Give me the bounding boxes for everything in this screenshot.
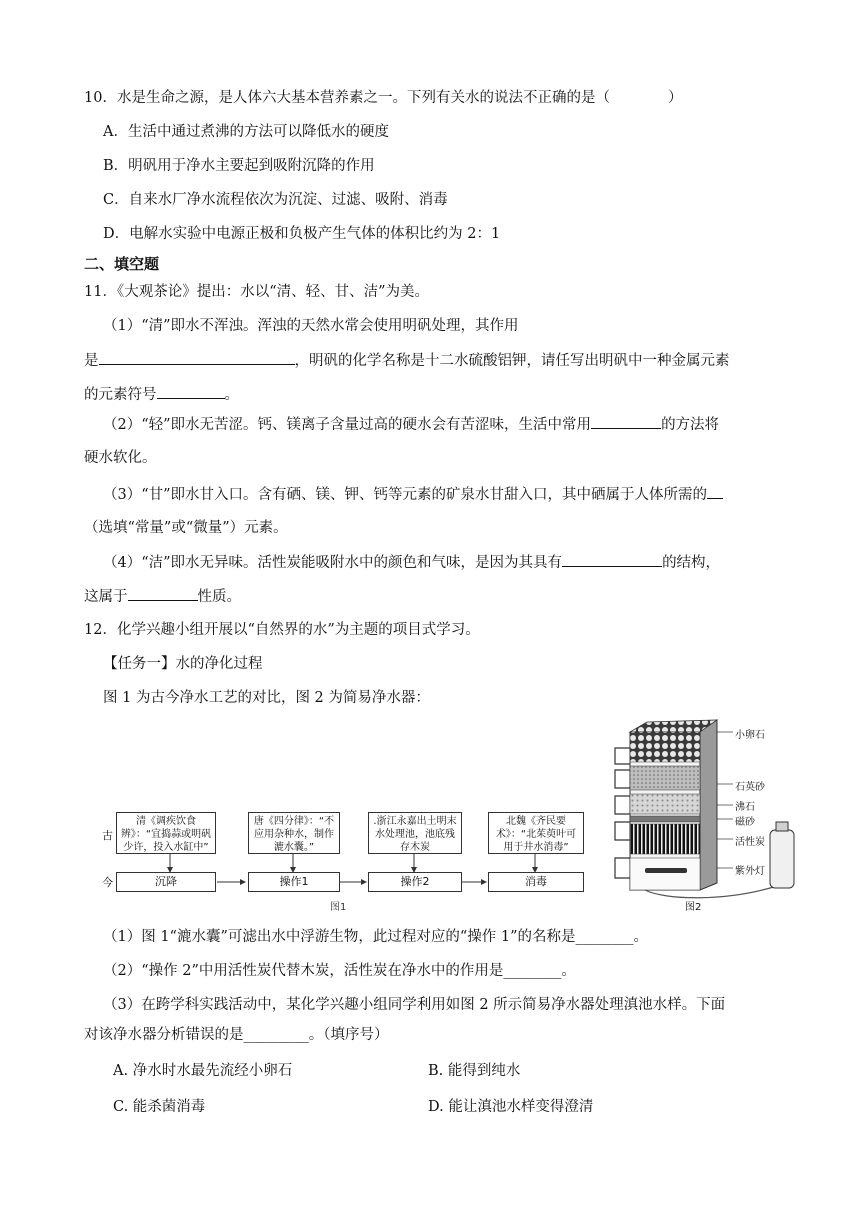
activated-carbon-layer bbox=[630, 824, 700, 854]
q10-option-c: C．自来水厂净水流程依次为沉淀、过滤、吸附、消毒 bbox=[103, 192, 448, 208]
q12-part1: （1）图 1“漉水囊”可滤出水中浮游生物，此过程对应的“操作 1”的名称是________。 bbox=[103, 929, 649, 945]
handle bbox=[615, 796, 630, 814]
q11-stem: 11．《大观茶论》提出：水以“清、轻、甘、洁”为美。 bbox=[84, 284, 430, 300]
label-magnetite: 磁砂 bbox=[735, 817, 755, 828]
label-pebbles: 小卵石 bbox=[735, 730, 765, 741]
answer-blank[interactable] bbox=[128, 586, 198, 601]
modern-step: 操作2 bbox=[368, 872, 462, 892]
label-uv-lamp: 紫外灯 bbox=[735, 866, 765, 877]
answer-blank[interactable] bbox=[99, 350, 295, 365]
choice-d[interactable]: D. 能让滇池水样变得澄清 bbox=[428, 1099, 594, 1115]
figure-2-caption: 图2 bbox=[685, 902, 702, 913]
handle bbox=[615, 858, 630, 878]
pebble-layer bbox=[630, 732, 700, 762]
choice-c[interactable]: C. 能杀菌消毒 bbox=[113, 1099, 206, 1115]
water-purifier-illustration bbox=[605, 718, 805, 913]
zeolite-layer bbox=[630, 794, 700, 814]
ancient-box: 唐《四分律》：“不应用杂种水，制作漉水囊。” bbox=[248, 812, 340, 854]
q12-task1: 【任务一】水的净化过程 bbox=[103, 656, 263, 672]
q12-stem: 12．化学兴趣小组开展以“自然界的水”为主题的项目式学习。 bbox=[84, 622, 480, 638]
q12-intro: 图 1 为古今净水工艺的对比，图 2 为简易净水器： bbox=[103, 690, 430, 706]
section-title: 二、填空题 bbox=[84, 255, 160, 273]
q11-part2-line1: （2）“轻”即水无苦涩。钙、镁离子含量过高的硬水会有苦涩味，生活中常用 的方法将 bbox=[103, 414, 719, 435]
figure-1-process-comparison bbox=[100, 800, 595, 915]
q11-part3-line1: （3）“甘”即水甘入口。含有硒、镁、钾、钙等元素的矿泉水甘甜入口，其中硒属于人体所需的 bbox=[103, 484, 723, 505]
row-label-modern: 今 bbox=[102, 876, 113, 889]
answer-blank[interactable] bbox=[157, 384, 225, 399]
label-quartz-sand: 石英砂 bbox=[735, 782, 765, 793]
handle bbox=[615, 770, 630, 788]
row-label-ancient: 古 bbox=[102, 829, 113, 842]
label-activated-carbon: 活性炭 bbox=[735, 837, 765, 848]
choice-a[interactable]: A. 净水时水最先流经小卵石 bbox=[113, 1063, 293, 1079]
uv-lamp bbox=[645, 868, 687, 873]
answer-blank[interactable] bbox=[591, 414, 661, 429]
handle bbox=[615, 822, 630, 840]
ancient-box: .浙江永嘉出土明末水处理池，池底残存木炭 bbox=[368, 812, 462, 854]
label-zeolite: 沸石 bbox=[735, 802, 755, 813]
choice-b[interactable]: B. 能得到纯水 bbox=[428, 1063, 521, 1079]
uv-chamber bbox=[630, 858, 700, 890]
modern-step: 消毒 bbox=[488, 872, 584, 892]
q12-part2: （2）“操作 2”中用活性炭代替木炭，活性炭在净水中的作用是________。 bbox=[103, 963, 576, 979]
q11-part1-line3: 的元素符号 。 bbox=[84, 384, 239, 405]
ancient-box: 北魏《齐民要术》：“北茱萸叶可用于井水消毒” bbox=[488, 812, 584, 854]
q11-part4-line2: 这属于 性质。 bbox=[84, 586, 241, 607]
q11-part1-line2: 是 ，明矾的化学名称是十二水硫酸铝钾，请任写出明矾中一种金属元素 bbox=[84, 350, 730, 371]
q11-part3-line2: （选填“常量”或“微量”）元素。 bbox=[84, 520, 288, 536]
handle bbox=[615, 748, 630, 764]
q10-option-b: B．明矾用于净水主要起到吸附沉降的作用 bbox=[103, 158, 375, 174]
modern-step: 操作1 bbox=[248, 872, 340, 892]
answer-blank[interactable] bbox=[707, 484, 723, 499]
ancient-box: 清《调疾饮食辨》：“宜捣蒜或明矾少许，投入水缸中” bbox=[116, 812, 216, 854]
q11-part4-line1: （4）“洁”即水无异味。活性炭能吸附水中的颜色和气味，是因为其具有 的结构， bbox=[103, 552, 720, 573]
magnetite-layer bbox=[630, 816, 700, 822]
q11-part1-line1: （1）“清”即水不浑浊。浑浊的天然水常会使用明矾处理，其作用 bbox=[103, 318, 519, 334]
q12-part3-line1: （3）在跨学科实践活动中，某化学兴趣小组同学利用如图 2 所示简易净水器处理滇池水样。下面 bbox=[103, 997, 726, 1013]
q10-option-a: A．生活中通过煮沸的方法可以降低水的硬度 bbox=[103, 124, 389, 140]
figure-2-water-purifier bbox=[605, 718, 805, 913]
q12-part3-line2: 对该净水器分析错误的是_________。（填序号） bbox=[84, 1027, 389, 1043]
q10-stem: 10．水是生命之源，是人体六大基本营养素之一。下列有关水的说法不正确的是（ ） bbox=[84, 90, 683, 106]
answer-blank[interactable] bbox=[562, 552, 662, 567]
figure-1-caption: 图1 bbox=[330, 902, 347, 913]
modern-step: 沉降 bbox=[116, 872, 216, 892]
q11-part2-line2: 硬水软化。 bbox=[84, 450, 157, 466]
bottle-cap bbox=[776, 822, 788, 831]
q10-option-d: D．电解水实验中电源正极和负极产生气体的体积比约为 2：1 bbox=[103, 226, 501, 242]
quartz-sand-layer bbox=[630, 766, 700, 790]
purifier-side-face bbox=[700, 720, 717, 890]
collection-bottle bbox=[770, 830, 794, 888]
